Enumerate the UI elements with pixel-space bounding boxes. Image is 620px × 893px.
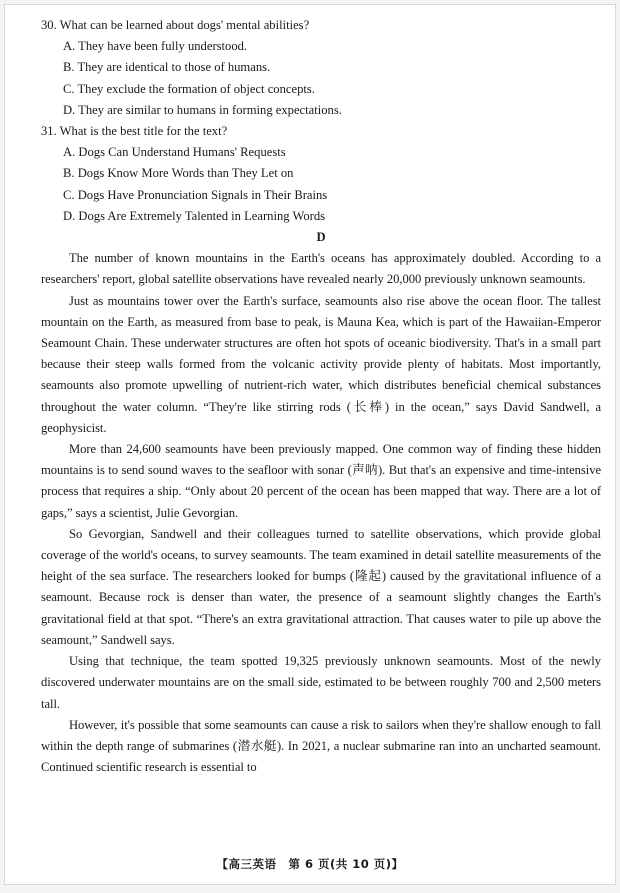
- question-31-option-c: C. Dogs Have Pronunciation Signals in Their Brains: [63, 187, 328, 202]
- passage-paragraph-5: Using that technique, the team spotted 19,325 previously unknown seamounts. Most of the newly discovered underwater mountains are on the small side, estimated to be between roughly 700 and 2,500 meters tall.: [41, 654, 601, 711]
- question-31-option-d: D. Dogs Are Extremely Talented in Learning Words: [63, 208, 326, 223]
- section-heading: D: [316, 230, 326, 245]
- passage-paragraph-6: However, it's possible that some seamounts can cause a risk to sailors when they're shallow enough to fall within the depth range of submarines (潜水艇). In 2021, a nuclear submarine ran into an uncharted seamount. Continued scientific research is essential to: [41, 717, 601, 775]
- question-30-stem: 30. What can be learned about dogs' mental abilities?: [41, 18, 310, 32]
- question-31-stem: 31. What is the best title for the text?: [41, 124, 228, 139]
- question-30-option-b: B. They are identical to those of humans.: [63, 60, 271, 75]
- exam-page: [4, 4, 616, 885]
- passage-paragraph-2: Just as mountains tower over the Earth's surface, seamounts also rise above the ocean floor. The tallest mountain on the Earth, as measured from base to peak, is Mauna Kea, which is part of the Hawaiian-Emperor Seamount Chain. These underwater structures are often hot spots of oceanic biodiversity. That's in a small part because their steep walls formed from the volcanic activity provide plenty of habitats. Most importantly, seamounts also promote upwelling of nutrient-rich water, which distributes beneficial chemical substances throughout the water column. “They're like stirring rods (长棒) in the ocean,” says David Sandwell, a geophysicist.: [41, 293, 601, 435]
- question-30-option-a: A. They have been fully understood.: [63, 39, 248, 54]
- passage-paragraph-1: The number of known mountains in the Earth's oceans has approximately doubled. According to a researchers' report, global satellite observations have revealed nearly 20,000 previously unknown seamounts.: [41, 251, 601, 287]
- question-30-option-d: D. They are similar to humans in forming expectations.: [63, 102, 342, 117]
- question-31-option-a: A. Dogs Can Understand Humans' Requests: [63, 145, 286, 160]
- question-31-option-b: B. Dogs Know More Words than They Let on: [63, 166, 294, 181]
- page-footer: 【高三英语 第 6 页(共 10 页)】: [216, 857, 404, 871]
- question-30-option-c: C. They exclude the formation of object concepts.: [63, 81, 315, 96]
- passage-paragraph-4: So Gevorgian, Sandwell and their colleagues turned to satellite observations, which provide global coverage of the world's oceans, to survey seamounts. The team examined in detail satellite measurements of the height of the sea surface. The researchers looked for bumps (隆起) caused by the gravitational influence of a seamount. Because rock is denser than water, the presence of a seamount slightly changes the Earth's gravitational field at that spot. “There's an extra gravitational attraction. That causes water to pile up above the seamount,” Sandwell says.: [41, 526, 601, 647]
- passage-paragraph-3: More than 24,600 seamounts have been previously mapped. One common way of finding these hidden mountains is to send sound waves to the seafloor with sonar (声呐). But that's an expensive and time-intensive process that requires a ship. “Only about 20 percent of the ocean has been mapped that way. There are a lot of gaps,” says a scientist, Julie Gevorgian.: [41, 442, 601, 520]
- page-content: [41, 15, 601, 778]
